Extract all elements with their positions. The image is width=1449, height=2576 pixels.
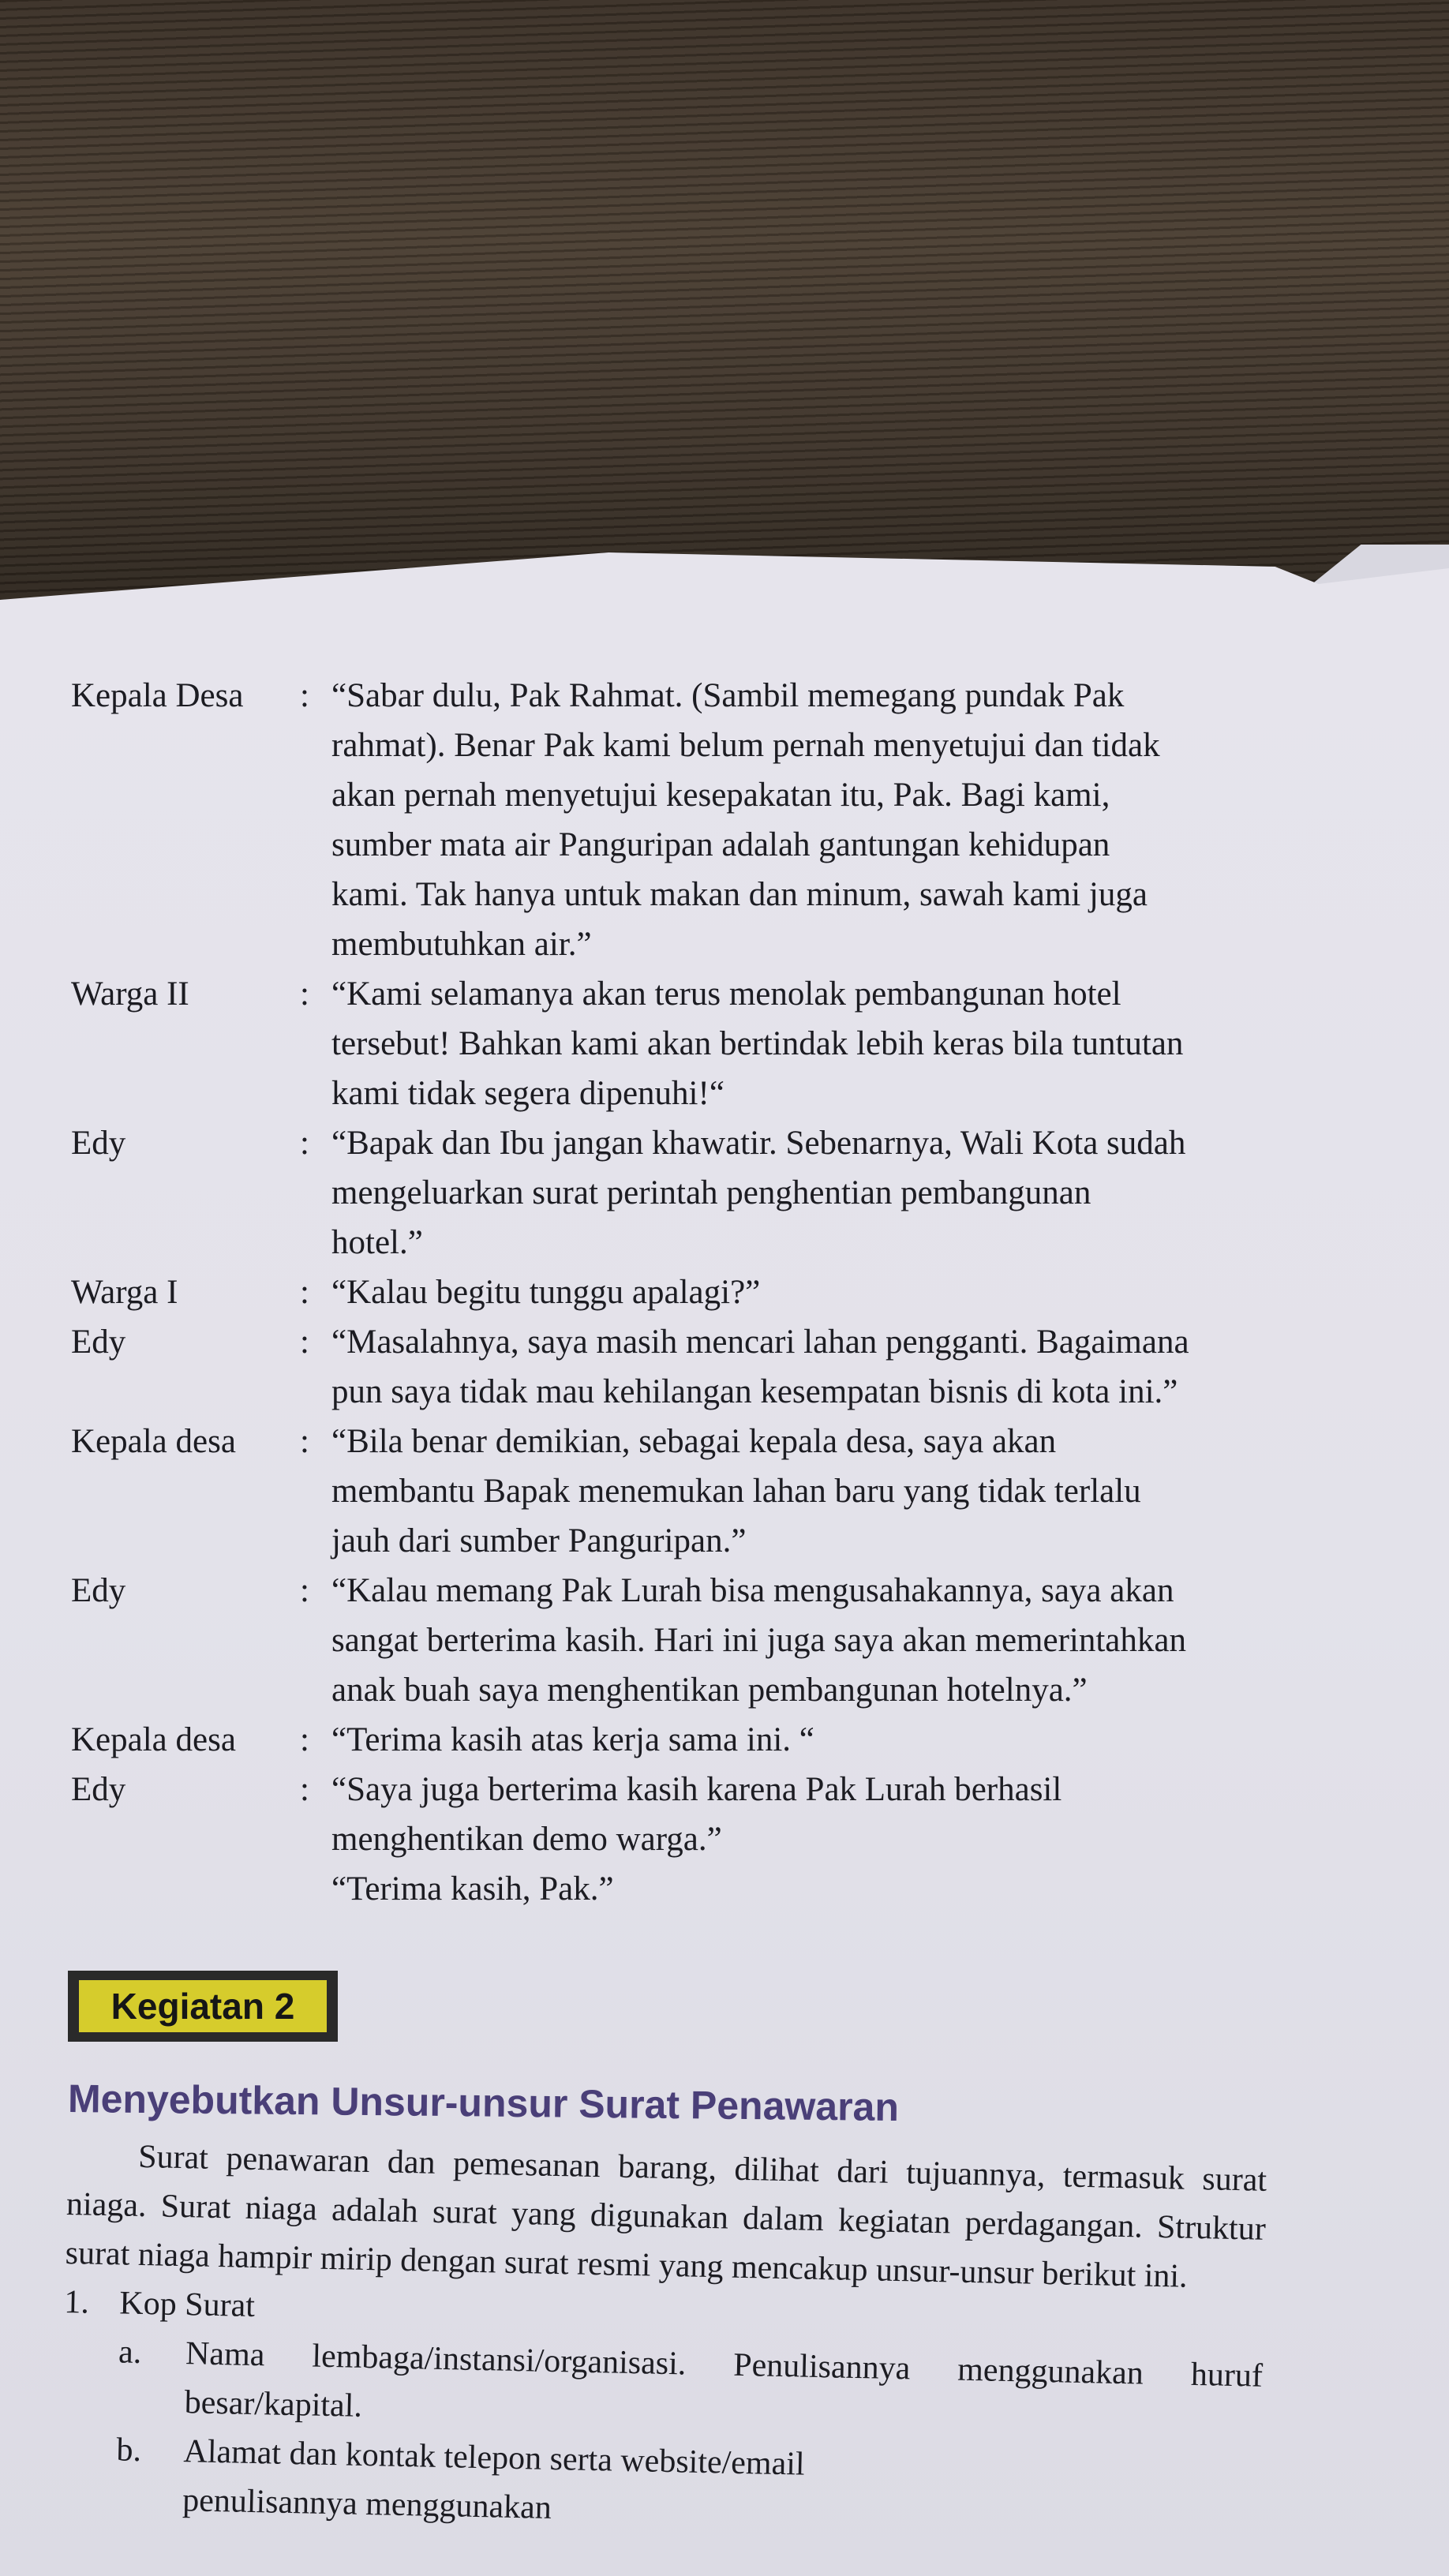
speech-line: “Saya juga berterima kasih karena Pak Lurah berhasil [331,1771,1062,1808]
speaker-name: Edy [71,1771,126,1808]
sub-list-line: penulisannya menggunakan [182,2482,552,2526]
speech-text [331,1417,1271,1566]
speech-text [331,1118,1271,1267]
dialogue-row [71,1566,1271,1715]
activity-badge [68,1971,338,2042]
sub-list-text: Nama lembaga/instansi/organisasi. Penulisannya menggunakan huruf besar/kapital. [184,2335,1264,2424]
speech-text [331,1765,1271,1914]
speaker-colon: : [300,1274,309,1311]
speech-line: membutuhkan air.” [331,926,592,963]
speaker-colon: : [300,1324,309,1361]
speech-text [331,671,1271,969]
speaker-colon: : [300,1572,309,1609]
speech-line: kami tidak segera dipenuhi!“ [331,1075,724,1112]
speaker-colon: : [300,1771,309,1808]
speech-line: “Bila benar demikian, sebagai kepala desa, saya akan [331,1423,1057,1460]
sub-list-letter: b. [116,2432,142,2469]
speaker-name: Edy [71,1125,126,1162]
speech-text [331,1566,1271,1715]
speech-line: “Masalahnya, saya masih mencari lahan pengganti. Bagaimana [331,1324,1189,1361]
speech-line: tersebut! Bahkan kami akan bertindak lebih keras bila tuntutan [331,1025,1184,1062]
speaker-colon: : [300,677,309,714]
dialogue-row [71,969,1271,1118]
dialogue-row [71,671,1271,969]
speech-line: jauh dari sumber Panguripan.” [331,1522,747,1559]
section-title: Menyebutkan Unsur-unsur Surat Penawaran [67,2076,900,2130]
speaker-colon: : [300,1423,309,1460]
speech-line: membantu Bapak menemukan lahan baru yang tidak terlalu [331,1473,1141,1510]
body-text [60,2131,1267,2548]
speaker-colon: : [300,1125,309,1162]
speech-line: pun saya tidak mau kehilangan kesempatan bisnis di kota ini.” [331,1373,1178,1410]
activity-badge-label: Kegiatan 2 [79,1980,327,2032]
speech-line: anak buah saya menghentikan pembangunan hotelnya.” [331,1672,1088,1709]
dialogue-row [71,1715,1271,1765]
wooden-desk-background [0,0,1449,600]
speech-line: “Sabar dulu, Pak Rahmat. (Sambil memegang pundak Pak [331,677,1125,714]
speech-line: kami. Tak hanya untuk makan dan minum, sawah kami juga [331,876,1148,913]
speech-text [331,969,1271,1118]
list-number: 1. [63,2283,90,2321]
speaker-name: Kepala desa [71,1423,236,1460]
dialogue-row [71,1267,1271,1317]
speech-line: “Kami selamanya akan terus menolak pembangunan hotel [331,975,1121,1013]
speech-line: sumber mata air Panguripan adalah gantungan kehidupan [331,826,1110,863]
list-text: Kop Surat [118,2285,256,2325]
speaker-colon: : [300,975,309,1013]
speech-line: sangat berterima kasih. Hari ini juga saya akan memerintahkan [331,1622,1186,1659]
speech-line: “Terima kasih, Pak.” [331,1870,614,1908]
speaker-name: Kepala Desa [71,677,244,714]
sub-list-letter: a. [118,2334,142,2372]
speech-text [331,1715,1271,1765]
speaker-name: Kepala desa [71,1721,236,1758]
speaker-name: Edy [71,1572,126,1609]
speech-line: “Bapak dan Ibu jangan khawatir. Sebenarnya, Wali Kota sudah [331,1125,1186,1162]
speech-line: akan pernah menyetujui kesepakatan itu, Pak. Bagi kami, [331,777,1110,814]
speech-line: hotel.” [331,1224,423,1261]
speech-line: “Terima kasih atas kerja sama ini. “ [331,1721,814,1758]
sub-list-line: Alamat dan kontak telepon serta website/email [183,2433,806,2483]
speaker-colon: : [300,1721,309,1758]
speech-text [331,1267,1271,1317]
dialogue-row [71,1417,1271,1566]
speaker-name: Edy [71,1324,126,1361]
dialogue-block [71,671,1271,1914]
dialogue-row [71,1765,1271,1914]
speech-line: menghentikan demo warga.” [331,1821,722,1858]
speaker-name: Warga I [71,1274,178,1311]
speech-text [331,1317,1271,1417]
speech-line: “Kalau begitu tunggu apalagi?” [331,1274,761,1311]
dialogue-row [71,1317,1271,1417]
speaker-name: Warga II [71,975,189,1013]
dialogue-row [71,1118,1271,1267]
speech-line: mengeluarkan surat perintah penghentian pembangunan [331,1174,1091,1211]
intro-paragraph: Surat penawaran dan pemesanan barang, dilihat dari tujuannya, termasuk surat niaga. Surat niaga adalah surat yang digunakan dalam kegiatan perdagangan. Struktur surat niaga hampir mirip dengan surat resmi yang mencakup unsur-unsur berikut ini. [65,2138,1267,2295]
speech-line: rahmat). Benar Pak kami belum pernah menyetujui dan tidak [331,727,1160,764]
sub-list-text [182,2427,806,2537]
speech-line: “Kalau memang Pak Lurah bisa mengusahakannya, saya akan [331,1572,1174,1609]
